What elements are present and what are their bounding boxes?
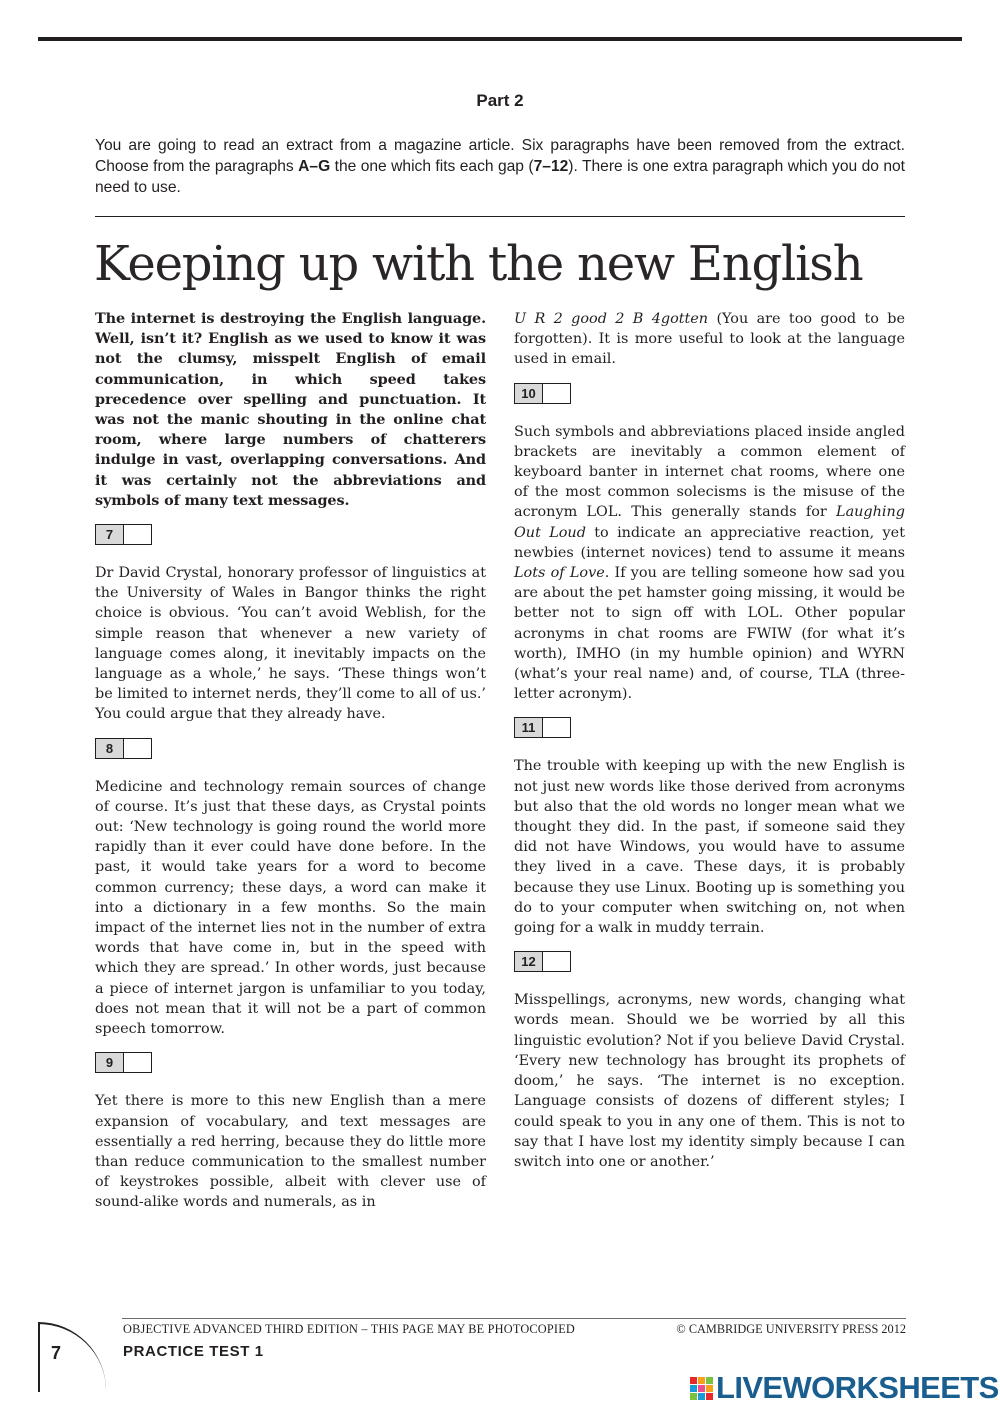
page-number: 7: [51, 1343, 62, 1363]
gap-number: 8: [96, 739, 124, 758]
footer-rule: [122, 1318, 906, 1319]
part-title: Part 2: [476, 91, 524, 110]
paragraph: Dr David Crystal, honorary professor of linguistics at the University of Wales in Bangor thinks the right choice is obvious. ‘You can’t avoid Weblish, for the simple reason that whenever a new variety of language comes along, it inevitably impacts on the language as a whole,’ he says. ‘These things won’t be limited to internet nerds, they’ll come to all of us.’ You could argue that they already have.: [95, 565, 486, 723]
gap-answer-field[interactable]: [124, 1053, 151, 1072]
paragraph: The trouble with keeping up with the new English is not just new words like those derived from acronyms but also that the old words no longer mean what we thought they did. In the past, if someone said they did not have Windows, you would have to assume they lived in a cave. These days, it is probably because they use Linux. Booting up is something you do to your computer when switching on, not when going for a walk in muddy terrain.: [514, 758, 905, 937]
brand-name: LIVEWORKSHEETS: [716, 1370, 999, 1405]
test-label: PRACTICE TEST 1: [123, 1343, 264, 1360]
gap-box-11: [514, 717, 571, 738]
lead-paragraph: The internet is destroying the English language. Well, isn’t it? English as we used to know it was not the clumsy, misspelt English of email communication, in which speed takes precedence over spelling and punctuation. It was not the manic shouting in the online chat room, where large numbers of chatterers indulge in vast, overlapping conversations. And it was certainly not the abbreviations and symbols of many text messages.: [95, 310, 486, 509]
logo-square: [690, 1385, 697, 1392]
gap-answer-field[interactable]: [543, 952, 570, 971]
top-rule: [38, 37, 962, 41]
gap-answer-field[interactable]: [124, 525, 151, 544]
gap-box-8: [95, 738, 152, 759]
logo-square: [706, 1393, 713, 1400]
page-tab: [38, 1322, 106, 1392]
gap-box-12: [514, 951, 571, 972]
footer-publisher: © CAMBRIDGE UNIVERSITY PRESS 2012: [676, 1322, 906, 1336]
paragraph-continued: U R 2 good 2 B 4gotten (You are too good to be forgotten). It is more useful to look at the language used in email.: [514, 311, 905, 368]
gap-number: 10: [515, 384, 543, 403]
logo-square: [706, 1385, 713, 1392]
logo-square: [698, 1385, 705, 1392]
logo-square: [706, 1377, 713, 1384]
divider: [95, 216, 905, 217]
logo-square: [698, 1393, 705, 1400]
paragraph: Such symbols and abbreviations placed inside angled brackets are inevitably a common element of keyboard banter in internet chat rooms, where one of the most common solecisms is the misuse of the acronym LOL. This generally stands for Laughing Out Loud to indicate an appreciative reaction, yet newbies (internet novices) tend to assume it means Lots of Love. If you are telling someone how sad you are about the pet hamster going missing, it would be better not to sign off with LOL. Other popular acronyms in chat rooms are FWIW (for what it’s worth), IMHO (in my humble opinion) and WYRN (what’s your real name) and, of course, TLA (three-letter acronym).: [514, 423, 905, 703]
article-title: Keeping up with the new English: [94, 236, 863, 292]
paragraph: Misspellings, acronyms, new words, changing what words mean. Should we be worried by all this linguistic evolution? Not if you believe David Crystal. ‘Every new technology has brought its prophets of doom,’ he says. ‘The internet is no exception. Language consists of dozens of different styles; I could speak to you in any one of them. This is not to say that I have lost my identity simply because I can switch into one or another.’: [514, 992, 905, 1170]
paragraph: Medicine and technology remain sources of change of course. It’s just that these days, as Crystal points out: ‘New technology is going round the world more rapidly than it ever could have done before. In the past, it would take years for a word to become common currency; these days, a word can make it into a dictionary in a few months. So the main impact of the internet lies not in the number of extra words that have come in, but in the speed with which they are spread.’ In other words, just because a piece of internet jargon is unfamiliar to you today, does not mean that it will not be a part of common speech tomorrow.: [95, 778, 486, 1038]
gap-number: 9: [96, 1053, 124, 1072]
article-column-right: [514, 309, 905, 1172]
gap-answer-field[interactable]: [124, 739, 151, 758]
gap-box-9: [95, 1052, 152, 1073]
logo-square: [690, 1393, 697, 1400]
logo-square: [690, 1377, 697, 1384]
gap-number: 12: [515, 952, 543, 971]
gap-number: 7: [96, 525, 124, 544]
liveworksheets-logo[interactable]: [690, 1371, 999, 1405]
instructions: You are going to read an extract from a magazine article. Six paragraphs have been removed from the extract. Choose from the paragraphs A–G the one which fits each gap (7–12). There is one extra paragraph which you do not need to use.: [95, 137, 906, 196]
logo-square: [698, 1377, 705, 1384]
gap-number: 11: [515, 718, 543, 737]
gap-box-7: [95, 524, 152, 545]
paragraph: Yet there is more to this new English than a mere expansion of vocabulary, and text messages are essentially a red herring, because they do little more than reduce communication to the smallest number of keystrokes possible, albeit with clever use of sound-alike words and numerals, as in: [95, 1093, 486, 1211]
footer-copyright-note: OBJECTIVE ADVANCED THIRD EDITION – THIS PAGE MAY BE PHOTOCOPIED: [123, 1322, 576, 1336]
gap-box-10: [514, 383, 571, 404]
logo-grid-icon: [690, 1377, 713, 1400]
article-column-left: [95, 309, 486, 1213]
gap-answer-field[interactable]: [543, 718, 570, 737]
gap-answer-field[interactable]: [543, 384, 570, 403]
